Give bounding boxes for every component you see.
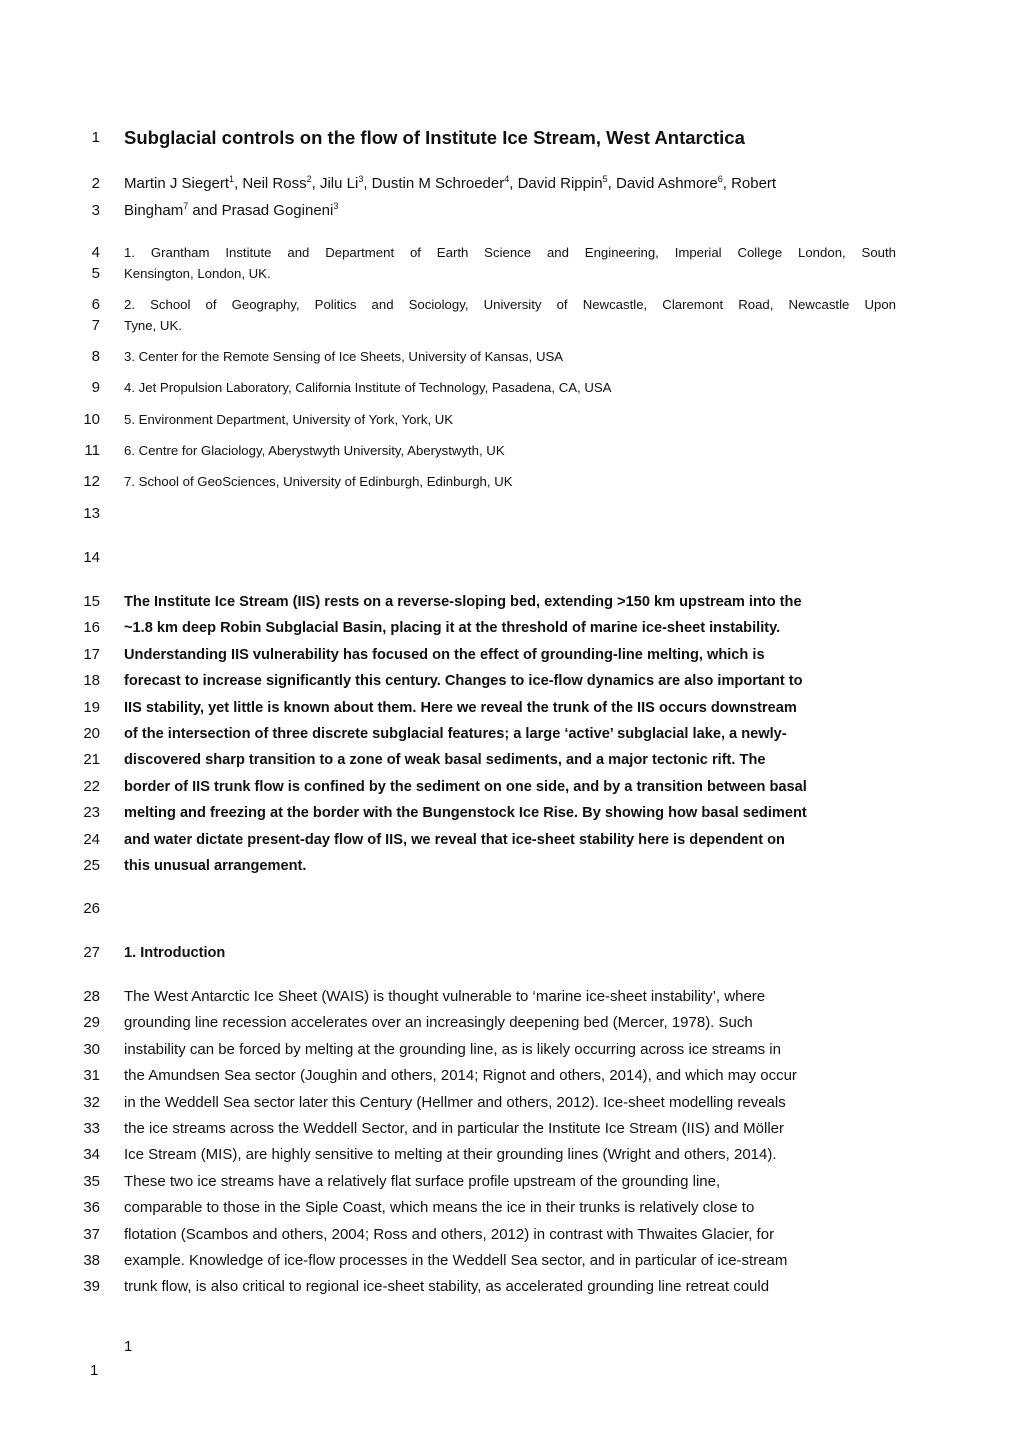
line-number: 1	[91, 129, 100, 146]
line-number: 28	[83, 988, 100, 1005]
abstract-line: this unusual arrangement.	[124, 858, 307, 874]
author-separator: ,	[311, 175, 320, 192]
line-number: 16	[83, 619, 100, 636]
body-text-line: trunk flow, is also critical to regional ice-sheet stability, as accelerated grounding line retreat could	[124, 1278, 770, 1296]
line-number: 4	[91, 244, 100, 261]
line-number: 21	[83, 751, 100, 768]
body-text-line: Ice Stream (MIS), are highly sensitive to melting at their grounding lines (Wright and others, 2014).	[124, 1146, 777, 1164]
line-number: 9	[91, 379, 100, 396]
line-number: 17	[83, 646, 100, 663]
body-text-line: comparable to those in the Siple Coast, which means the ice in their trunks is relatively close to	[124, 1199, 755, 1217]
line-number: 15	[83, 593, 100, 610]
line-number: 27	[83, 944, 100, 961]
author-name: Prasad Gogineni	[221, 202, 334, 219]
line-number: 23	[83, 804, 100, 821]
line-number: 12	[83, 473, 100, 490]
section-heading: 1. Introduction	[124, 945, 226, 961]
line-number: 36	[83, 1199, 100, 1217]
line-number: 8	[91, 348, 100, 365]
line-number: 7	[91, 317, 100, 334]
body-text-line: the Amundsen Sea sector (Joughin and others, 2014; Rignot and others, 2014), and which may occur	[124, 1067, 797, 1085]
author-list	[124, 202, 338, 220]
affiliation-marker: 3	[358, 174, 364, 184]
line-number: 30	[83, 1040, 100, 1058]
abstract-line: The Institute Ice Stream (IIS) rests on a reverse-sloping bed, extending >150 km upstream into the	[124, 594, 802, 610]
line-number: 37	[83, 1225, 100, 1243]
line-number: 6	[91, 296, 100, 313]
line-number: 38	[83, 1252, 100, 1269]
author-name: David Rippin	[517, 175, 603, 192]
author-name: David Ashmore	[616, 175, 718, 192]
line-number: 20	[83, 725, 100, 742]
abstract-line: and water dictate present-day flow of IIS, we reveal that ice-sheet stability here is dependent on	[124, 832, 785, 848]
line-number: 18	[83, 672, 100, 689]
affiliation-marker: 7	[183, 201, 189, 211]
affiliation-marker: 1	[229, 174, 235, 184]
line-number: 10	[83, 411, 100, 428]
line-number: 35	[83, 1172, 100, 1190]
author-separator: ,	[607, 175, 616, 192]
line-number: 29	[83, 1014, 100, 1032]
affiliation-line: 2. School of Geography, Politics and Sociology, University of Newcastle, Claremont Road, Newcastle Upon	[124, 297, 896, 312]
line-number: 3	[91, 202, 100, 219]
affiliation-line: Tyne, UK.	[124, 318, 182, 333]
abstract-line: forecast to increase significantly this century. Changes to ice-flow dynamics are also important to	[124, 673, 803, 689]
line-number: 19	[83, 699, 100, 716]
abstract-line: IIS stability, yet little is known about them. Here we reveal the trunk of the IIS occurs downstream	[124, 700, 797, 716]
line-number: 14	[83, 549, 100, 566]
line-number: 11	[84, 442, 100, 459]
line-number: 13	[83, 505, 100, 522]
affiliation-marker: 5	[602, 174, 608, 184]
line-number: 34	[83, 1146, 100, 1164]
author-separator: ,	[234, 175, 243, 192]
author-separator: ,	[363, 175, 372, 192]
line-number: 22	[83, 778, 100, 795]
author-name: Neil Ross	[242, 175, 307, 192]
abstract-line: of the intersection of three discrete subglacial features; a large ‘active’ subglacial lake, a newly-	[124, 726, 787, 742]
body-text-line: These two ice streams have a relatively flat surface profile upstream of the grounding line,	[124, 1172, 721, 1190]
author-separator: ,	[509, 175, 518, 192]
body-text-line: example. Knowledge of ice-flow processes in the Weddell Sea sector, and in particular of ice-stream	[124, 1252, 788, 1269]
author-separator: and	[188, 202, 222, 219]
page-number: 1	[124, 1338, 133, 1355]
line-number: 39	[83, 1278, 100, 1296]
affiliation-line: 7. School of GeoSciences, University of Edinburgh, Edinburgh, UK	[124, 474, 513, 489]
line-number: 2	[91, 175, 100, 192]
body-text-line: The West Antarctic Ice Sheet (WAIS) is thought vulnerable to ‘marine ice-sheet instability’, where	[124, 988, 766, 1005]
abstract-line: melting and freezing at the border with the Bungenstock Ice Rise. By showing how basal sediment	[124, 805, 807, 821]
author-separator: , Robert	[722, 175, 777, 192]
line-number: 31	[83, 1067, 100, 1085]
author-name: Martin J Siegert	[124, 175, 230, 192]
line-number: 33	[83, 1120, 100, 1137]
line-number: 25	[83, 857, 100, 874]
line-number: 26	[83, 900, 100, 917]
abstract-line: discovered sharp transition to a zone of weak basal sediments, and a major tectonic rift. The	[124, 752, 766, 768]
line-number: 5	[91, 265, 100, 282]
affiliation-line: 3. Center for the Remote Sensing of Ice Sheets, University of Kansas, USA	[124, 349, 564, 364]
author-name: Jilu Li	[319, 175, 359, 192]
abstract-line: Understanding IIS vulnerability has focused on the effect of grounding-line melting, which is	[124, 647, 765, 663]
author-name: Dustin M Schroeder	[371, 175, 505, 192]
affiliation-line: Kensington, London, UK.	[124, 266, 271, 281]
body-text-line: grounding line recession accelerates over an increasingly deepening bed (Mercer, 1978). Such	[124, 1014, 753, 1032]
author-name: Bingham	[124, 202, 184, 219]
affiliation-line: 4. Jet Propulsion Laboratory, California Institute of Technology, Pasadena, CA, USA	[124, 380, 612, 395]
abstract-line: border of IIS trunk flow is confined by the sediment on one side, and by a transition between basal	[124, 779, 807, 795]
line-number: 32	[83, 1093, 100, 1111]
body-text-line: instability can be forced by melting at the grounding line, as is likely occurring across ice streams in	[124, 1040, 781, 1058]
affiliation-marker: 3	[333, 201, 339, 211]
abstract-line: ~1.8 km deep Robin Subglacial Basin, placing it at the threshold of marine ice-sheet instability.	[124, 620, 781, 636]
footer-line-number: 1	[90, 1362, 99, 1379]
paper-title: Subglacial controls on the flow of Institute Ice Stream, West Antarctica	[124, 127, 745, 148]
affiliation-line: 6. Centre for Glaciology, Aberystwyth University, Aberystwyth, UK	[124, 443, 505, 458]
affiliation-line: 5. Environment Department, University of York, York, UK	[124, 412, 454, 427]
body-text-line: in the Weddell Sea sector later this Century (Hellmer and others, 2012). Ice-sheet modelling reveals	[124, 1093, 786, 1111]
author-list	[124, 175, 776, 193]
affiliation-marker: 6	[717, 174, 723, 184]
body-text-line: flotation (Scambos and others, 2004; Ross and others, 2012) in contrast with Thwaites Glacier, for	[124, 1225, 775, 1243]
line-number: 24	[83, 831, 100, 848]
body-text-line: the ice streams across the Weddell Sector, and in particular the Institute Ice Stream (IIS) and Möller	[124, 1120, 785, 1137]
affiliation-marker: 4	[504, 174, 510, 184]
affiliation-marker: 2	[306, 174, 312, 184]
affiliation-line: 1. Grantham Institute and Department of Earth Science and Engineering, Imperial College London, South	[124, 245, 896, 260]
